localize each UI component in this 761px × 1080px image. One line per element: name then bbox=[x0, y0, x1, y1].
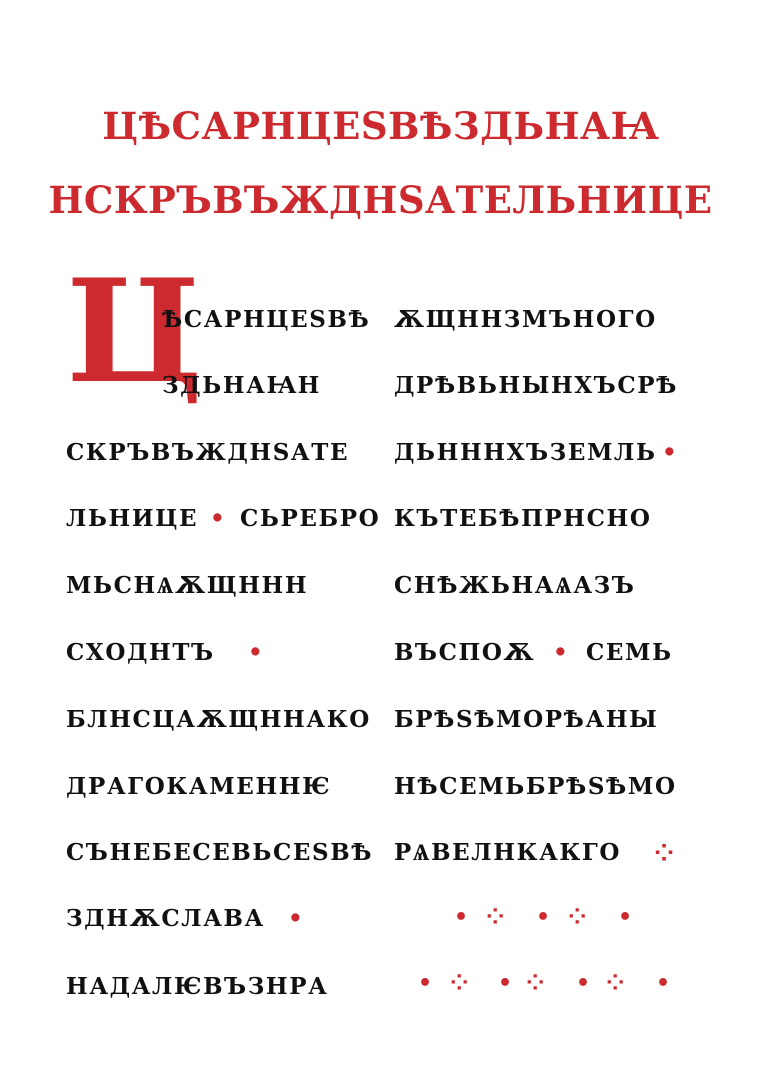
ornament-row-1 bbox=[454, 906, 644, 930]
text-line: НѢСЕМЬБРѢЅѢМО bbox=[394, 773, 677, 800]
text-line: ВЪСПОѪ bbox=[394, 639, 536, 666]
text-line: РѦВЕЛНКАКГО bbox=[394, 839, 622, 866]
text-line: БРѢЅѢМОРѢАНЫ bbox=[394, 706, 659, 733]
punctuation-dot: • bbox=[248, 639, 265, 666]
quad-dot-ornament: ⁘ bbox=[654, 839, 676, 867]
text-line: ДРАГОКАМЕННѤ bbox=[66, 773, 332, 800]
ornament-quad: ⁘ bbox=[450, 971, 469, 996]
punctuation-dot: • bbox=[210, 505, 227, 532]
text-line: СНѢЖЬНАѦАЗЪ bbox=[394, 572, 636, 599]
ornament-quad: ⁘ bbox=[486, 905, 505, 930]
ornament-dot: • bbox=[418, 971, 433, 996]
text-line: БЛНСЦАѪЩННАКО bbox=[66, 706, 371, 733]
text-line: СХОДНТЪ bbox=[66, 639, 215, 666]
text-line: ЛЬНИЦЕ bbox=[66, 505, 199, 532]
text-line: СЪНЕБЕСЕВЬСЕЅВѢ bbox=[66, 839, 374, 866]
text-line: ѢСАРНЦЕЅВѢ bbox=[162, 306, 371, 333]
page-title-line-1: ЦѢСАРНЦЕЅВѢЗДЬНАꙖ bbox=[102, 104, 659, 148]
ornament-quad: ⁘ bbox=[606, 971, 625, 996]
text-line: ДРѢВЬНЫНХЪСРѢ bbox=[394, 372, 679, 399]
text-line: НАДАЛѤВЪЗНРА bbox=[66, 973, 329, 1000]
page-title-line-2: НСКРЪВЪЖДНЅАТЕЛЬНИЦЕ bbox=[48, 178, 713, 222]
text-line: ДЬНННХЪЗЕМЛЬ bbox=[394, 439, 657, 466]
text-line: СЕМЬ bbox=[586, 639, 673, 666]
punctuation-dot: • bbox=[662, 439, 679, 466]
ornament-row-2 bbox=[418, 972, 678, 996]
ornament-dot: • bbox=[454, 905, 469, 930]
punctuation-dot: • bbox=[288, 905, 305, 932]
punctuation-dot: • bbox=[553, 639, 570, 666]
ornament-dot: • bbox=[576, 971, 591, 996]
drop-cap-initial: Ц bbox=[66, 249, 204, 415]
ornament-dot: • bbox=[498, 971, 513, 996]
text-line: ЗДЬНАꙖН bbox=[162, 372, 322, 399]
ornament-dot: • bbox=[656, 971, 671, 996]
text-line: СЬРЕБРО bbox=[240, 505, 381, 532]
text-line: МЬСНѦѪЩННН bbox=[66, 572, 309, 599]
text-line: ЗДНѪСЛАВА bbox=[66, 905, 265, 932]
text-line: СКРЪВЪЖДНЅАТЕ bbox=[66, 439, 350, 466]
ornament-dot: • bbox=[618, 905, 633, 930]
ornament-quad: ⁘ bbox=[568, 905, 587, 930]
ornament-quad: ⁘ bbox=[526, 971, 545, 996]
ornament-dot: • bbox=[536, 905, 551, 930]
text-line: ѪЩННЗМЪНОГО bbox=[394, 306, 657, 333]
text-line: КЪТЕБѢПРНСНО bbox=[394, 505, 652, 532]
